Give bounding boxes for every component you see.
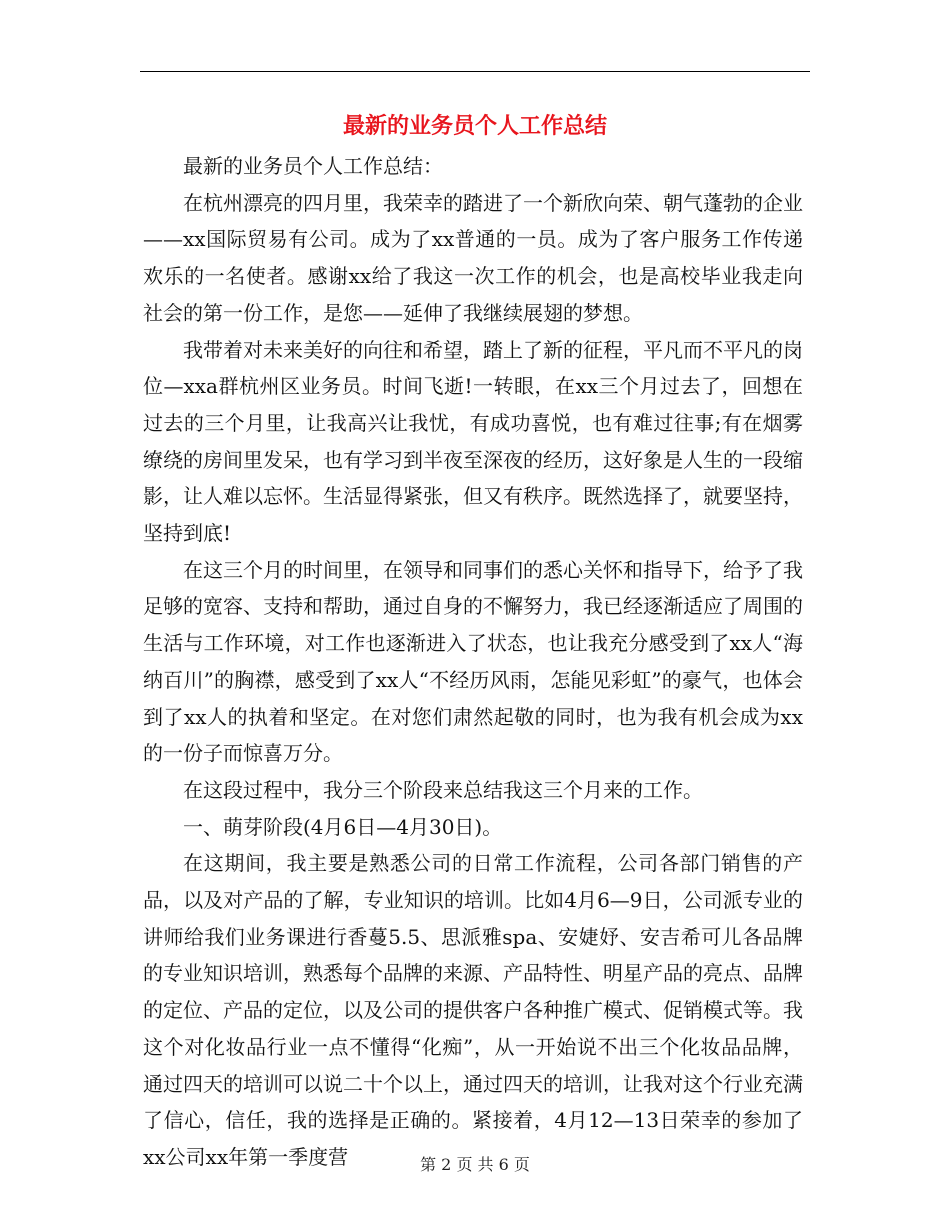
document-title: 最新的业务员个人工作总结 (342, 113, 607, 139)
paragraph-1: 在杭州漂亮的四月里，我荣幸的踏进了一个新欣向荣、朝气蓬勃的企业——xx国际贸易有公司。成为了xx普通的一员。成为了客户服务工作传递欢乐的一名使者。感谢xx给了我这一次工作的机会，也是高校毕业我走向社会的第一份工作，是您——延伸了我继续展翅的梦想。 (143, 190, 803, 325)
paragraph-intro: 最新的业务员个人工作总结： (183, 154, 443, 178)
paragraph-5: 在这期间，我主要是熟悉公司的日常工作流程，公司各部门销售的产品，以及对产品的了解，专业知识的培训。比如4月6—9日，公司派专业的讲师给我们业务课进行香蔓5.5、思派雅spa、安婕妤、安吉希可儿各品牌的专业知识培训，熟悉每个品牌的来源、产品特性、明星产品的亮点、品牌的定位、产品的定位，以及公司的提供客户各种推广模式、促销模式等。我这个对化妆品行业一点不懂得“化痴”，从一开始说不出三个化妆品品牌，通过四天的培训可以说二十个以上，通过四天的培训，让我对这个行业充满了信心，信任，我的选择是正确的。紧接着，4月12—13日荣幸的参加了xx公司xx年第一季度营 (143, 851, 803, 1169)
section-heading-1: 一、萌芽阶段(4月6日—4月30日)。 (183, 814, 503, 839)
paragraph-3: 在这三个月的时间里，在领导和同事们的悉心关怀和指导下，给予了我足够的宽容、支持和帮助，通过自身的不懈努力，我已经逐渐适应了周围的生活与工作环境，对工作也逐渐进入了状态，也让我充分感受到了xx人“海纳百川”的胸襟，感受到了xx人“不经历风雨，怎能见彩虹”的豪气，也体会到了xx人的执着和坚定。在对您们肃然起敬的同时，也为我有机会成为xx的一份子而惊喜万分。 (143, 557, 803, 766)
page-number-footer: 第 2 页 共 6 页 (420, 1155, 530, 1174)
paragraph-2: 我带着对未来美好的向往和希望，踏上了新的征程，平凡而不平凡的岗位—xxa群杭州区业务员。时间飞逝!一转眼，在xx三个月过去了，回想在过去的三个月里，让我高兴让我忧，有成功喜悦，也有难过往事;有在烟雾缭绕的房间里发呆，也有学习到半夜至深夜的经历，这好象是人生的一段缩影，让人难以忘怀。生活显得紧张，但又有秩序。既然选择了，就要坚持，坚持到底! (143, 337, 803, 546)
document-body (143, 148, 803, 1176)
header-rule (140, 71, 810, 72)
paragraph-4: 在这段过程中，我分三个阶段来总结我这三个月来的工作。 (183, 777, 703, 802)
